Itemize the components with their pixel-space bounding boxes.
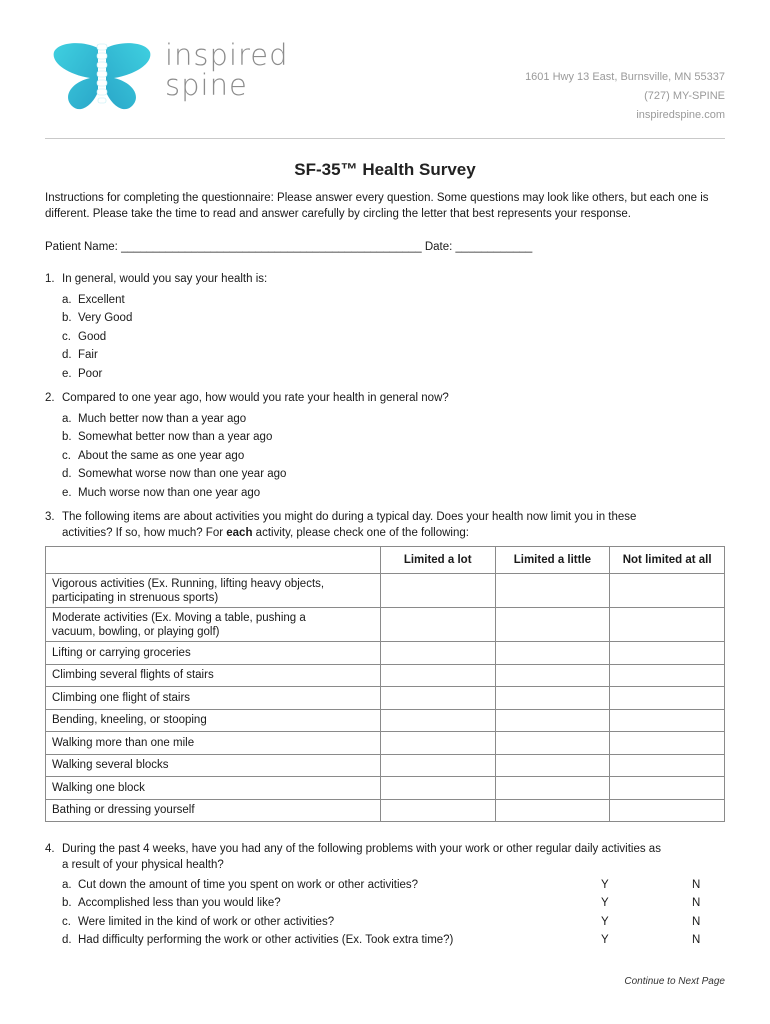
activity-column-header [46,547,381,574]
question-text: Compared to one year ago, how would you rate your health in general now? [62,392,449,404]
yes-option[interactable]: Y [601,915,609,928]
no-option[interactable]: N [692,915,701,928]
table-row [46,608,725,642]
continue-next-page-note: Continue to Next Page [624,976,725,987]
check-cell[interactable] [495,642,610,665]
check-cell[interactable] [380,709,495,732]
question-number: 3. [45,511,55,523]
brand-word-inspired: inspired [165,38,289,72]
instructions-text: Instructions for completing the questionnaire: Please answer every question. Some questions may look like others, but each one is different. Please take the time to read and answer carefully by circling the letter that best represents your response. [45,192,709,220]
question-number: 2. [45,392,55,404]
check-cell[interactable] [610,799,725,822]
question-text-line2: activities? If so, how much? For [62,527,227,539]
check-cell[interactable] [380,642,495,665]
column-header-not-limited: Not limited at all [610,547,725,574]
answer-option[interactable]: d. Fair [62,349,98,362]
question-text-line2: a result of your physical health? [62,859,224,871]
table-row [46,709,725,732]
yes-option[interactable]: Y [601,934,609,947]
check-cell[interactable] [610,664,725,687]
question-text: In general, would you say your health is: [62,273,268,285]
table-row [46,687,725,710]
column-header-limited-a-little: Limited a little [495,547,610,574]
brand-wordmark [165,40,289,100]
question-number: 1. [45,273,55,285]
check-cell[interactable] [495,687,610,710]
answer-option[interactable]: a. Excellent [62,294,125,306]
question-text-line1: The following items are about activities you might do during a typical day. Does your health now limit you in these [62,511,637,523]
activity-label: Bathing or dressing yourself [46,799,381,822]
table-row [46,574,725,608]
no-option[interactable]: N [692,934,701,947]
activity-label: Walking more than one mile [46,732,381,755]
activity-label: Climbing several flights of stairs [46,664,381,687]
check-cell[interactable] [495,574,610,608]
check-cell[interactable] [495,799,610,822]
check-cell[interactable] [610,642,725,665]
activity-label: Walking several blocks [46,754,381,777]
check-cell[interactable] [610,777,725,800]
butterfly-spine-logo-icon [52,40,162,120]
emphasis-each: each [226,527,253,539]
check-cell[interactable] [610,608,725,642]
answer-option[interactable]: c. Good [62,330,107,343]
yes-column [601,876,609,950]
check-cell[interactable] [380,754,495,777]
answer-option[interactable]: e. Much worse now than one year ago [62,486,261,499]
check-cell[interactable] [495,608,610,642]
check-cell[interactable] [610,687,725,710]
patient-name-date-line[interactable]: Patient Name: _______________________________________________ Date: ____________ [45,241,533,253]
table-row [46,664,725,687]
check-cell[interactable] [495,754,610,777]
activity-limitation-table [45,546,725,822]
answer-option[interactable]: b. Very Good [62,312,133,325]
yes-option[interactable]: Y [601,879,609,891]
check-cell[interactable] [380,608,495,642]
table-header-row [46,547,725,574]
page-title: SF-35™ Health Survey [294,160,476,179]
column-header-limited-a-lot: Limited a lot [380,547,495,574]
brand-word-spine: spine [165,68,248,102]
answer-option[interactable]: a. Much better now than a year ago [62,413,247,425]
no-option[interactable]: N [692,897,701,910]
yes-no-item: b. Accomplished less than you would like? [62,897,281,910]
yes-no-item: a. Cut down the amount of time you spent on work or other activities? [62,879,419,891]
yes-no-item: c. Were limited in the kind of work or other activities? [62,915,335,928]
question-3 [45,509,725,541]
check-cell[interactable] [610,754,725,777]
question-2 [45,390,725,502]
yes-no-item: d. Had difficulty performing the work or other activities (Ex. Took extra time?) [62,934,454,947]
check-cell[interactable] [380,732,495,755]
check-cell[interactable] [380,799,495,822]
table-row [46,732,725,755]
check-cell[interactable] [610,574,725,608]
no-option[interactable]: N [692,879,701,891]
check-cell[interactable] [380,687,495,710]
no-column [692,876,700,950]
check-cell[interactable] [610,709,725,732]
website-link[interactable]: inspiredspine.com [636,109,725,121]
check-cell[interactable] [495,664,610,687]
answer-option[interactable]: e. Poor [62,367,103,380]
yes-option[interactable]: Y [601,897,609,910]
answer-option[interactable]: b. Somewhat better now than a year ago [62,431,273,444]
phone: (727) MY-SPINE [644,90,725,102]
question-1 [45,271,725,383]
check-cell[interactable] [380,777,495,800]
check-cell[interactable] [495,777,610,800]
question-number: 4. [45,843,55,855]
check-cell[interactable] [380,574,495,608]
activity-label: Vigorous activities (Ex. Running, lifting heavy objects, participating in strenuous sports) [46,574,381,608]
activity-label: Bending, kneeling, or stooping [46,709,381,732]
contact-block [525,68,725,125]
activity-label: Lifting or carrying groceries [46,642,381,665]
question-4 [45,841,725,950]
address: 1601 Hwy 13 East, Burnsville, MN 55337 [525,71,725,83]
table-row [46,754,725,777]
header-divider [45,138,725,139]
question-text-line2-end: activity, please check one of the following: [252,527,469,539]
activity-label: Moderate activities (Ex. Moving a table, pushing a vacuum, bowling, or playing golf) [46,608,381,642]
answer-option[interactable]: d. Somewhat worse now than one year ago [62,468,287,481]
table-row [46,777,725,800]
check-cell[interactable] [495,709,610,732]
check-cell[interactable] [610,732,725,755]
answer-option[interactable]: c. About the same as one year ago [62,449,245,462]
question-text-line1: During the past 4 weeks, have you had any of the following problems with your work or other regular daily activities as [62,843,661,855]
table-row [46,799,725,822]
check-cell[interactable] [380,664,495,687]
activity-label: Walking one block [46,777,381,800]
activity-label: Climbing one flight of stairs [46,687,381,710]
table-row [46,642,725,665]
check-cell[interactable] [495,732,610,755]
